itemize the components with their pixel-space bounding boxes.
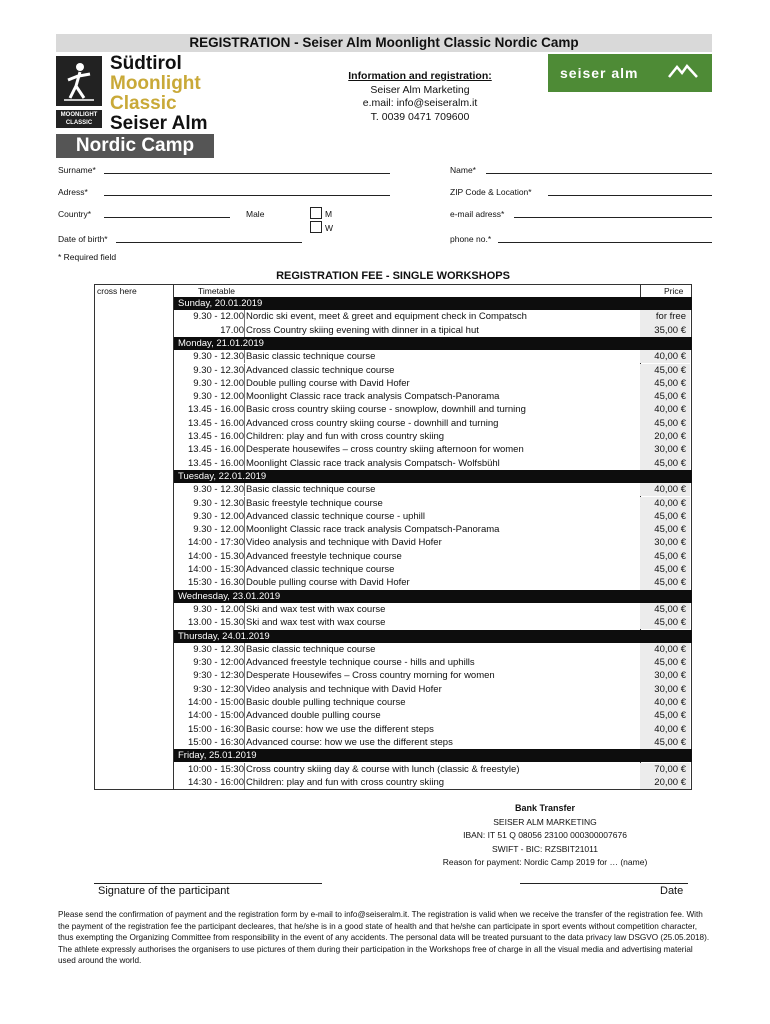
time-separator xyxy=(244,563,245,576)
workshop-description: Children: play and fun with cross country skiing xyxy=(246,776,445,788)
surname-field[interactable] xyxy=(104,173,390,174)
workshop-price: 40,00 € xyxy=(640,403,690,416)
workshop-time: 9.30 - 12.00 xyxy=(193,524,244,536)
time-separator xyxy=(244,310,245,323)
workshop-price: 30,00 € xyxy=(640,536,690,549)
workshop-description: Advanced classic technique course - uphill xyxy=(246,510,426,522)
workshop-time: 17.00 xyxy=(220,324,244,336)
adress-field[interactable] xyxy=(104,195,390,196)
workshop-row xyxy=(174,377,692,390)
workshop-price: 40,00 € xyxy=(640,497,690,510)
workshop-time: 13.45 - 16.00 xyxy=(188,404,244,416)
workshop-time: 9.30 - 12.00 xyxy=(193,377,244,389)
surname-label: Surname* xyxy=(58,165,96,175)
workshop-time: 9.30 - 12.30 xyxy=(193,643,244,655)
time-separator xyxy=(244,736,245,749)
workshop-row xyxy=(174,523,692,536)
country-field[interactable] xyxy=(104,217,230,218)
name-field[interactable] xyxy=(486,173,712,174)
bank-iban: IBAN: IT 51 Q 08056 23100 000300007676 xyxy=(463,830,627,840)
signature-label: Signature of the participant xyxy=(98,885,230,897)
zip-label: ZIP Code & Location* xyxy=(450,187,532,197)
day-header-row xyxy=(174,630,692,643)
cross-here-header: cross here xyxy=(97,286,137,296)
workshop-price: 45,00 € xyxy=(640,417,690,430)
workshop-time: 9.30 - 12.00 xyxy=(193,311,244,323)
workshop-price: 45,00 € xyxy=(640,364,690,377)
time-separator xyxy=(244,364,245,377)
gender-w-checkbox[interactable] xyxy=(310,221,322,233)
workshop-description: Basic classic technique course xyxy=(246,351,376,363)
workshop-price: for free xyxy=(640,310,690,323)
workshop-description: Desperate Housewifes – Cross country morning for women xyxy=(246,670,495,682)
workshop-row xyxy=(174,736,692,749)
workshop-time: 9.30 - 12.30 xyxy=(193,484,244,496)
time-separator xyxy=(244,390,245,403)
workshop-price: 30,00 € xyxy=(640,443,690,456)
workshop-price: 45,00 € xyxy=(640,377,690,390)
day-header-row xyxy=(174,749,692,762)
workshop-row xyxy=(174,603,692,616)
time-separator xyxy=(244,403,245,416)
workshop-description: Basic cross country skiing course - snowplow, downhill and turning xyxy=(246,404,526,416)
time-separator xyxy=(244,536,245,549)
skier-icon xyxy=(56,56,102,106)
workshop-price: 40,00 € xyxy=(640,723,690,736)
workshop-description: Basic classic technique course xyxy=(246,484,376,496)
dob-field[interactable] xyxy=(116,242,302,243)
gender-m-label: M xyxy=(325,209,333,219)
workshop-row xyxy=(174,709,692,722)
workshop-price: 45,00 € xyxy=(640,457,690,470)
price-header: Price xyxy=(664,286,684,296)
workshop-row xyxy=(174,430,692,443)
workshop-time: 13.45 - 16.00 xyxy=(188,431,244,442)
workshop-price: 45,00 € xyxy=(640,563,690,576)
workshop-row xyxy=(174,510,692,523)
day-label: Thursday, 24.01.2019 xyxy=(178,630,270,642)
workshop-price: 20,00 € xyxy=(640,430,690,443)
time-separator xyxy=(244,417,245,430)
day-label: Wednesday, 23.01.2019 xyxy=(178,590,281,602)
workshop-row xyxy=(174,656,692,669)
workshop-time: 9.30 - 12.30 xyxy=(193,364,244,376)
time-separator xyxy=(244,483,245,496)
workshop-row xyxy=(174,563,692,576)
day-label: Tuesday, 22.01.2019 xyxy=(178,470,267,482)
workshop-price: 40,00 € xyxy=(640,696,690,709)
workshop-description: Advanced double pulling course xyxy=(246,710,381,722)
workshop-row xyxy=(174,350,692,363)
time-separator xyxy=(244,763,245,776)
bank-reason: Reason for payment: Nordic Camp 2019 for … (name) xyxy=(442,857,648,867)
workshop-row xyxy=(174,403,692,416)
date-field[interactable] xyxy=(520,883,688,884)
workshop-time: 14:00 - 15:00 xyxy=(188,697,244,708)
workshop-row xyxy=(174,497,692,510)
time-separator xyxy=(244,350,245,363)
email-field[interactable] xyxy=(514,217,712,218)
workshop-time: 9.30 - 12.30 xyxy=(193,351,244,363)
workshop-time: 15:30 - 16.30 xyxy=(188,577,244,589)
workshop-time: 14:30 - 16:00 xyxy=(188,776,244,788)
day-label: Friday, 25.01.2019 xyxy=(178,750,257,762)
workshop-time: 9.30 - 12.00 xyxy=(193,510,244,522)
workshop-price: 30,00 € xyxy=(640,683,690,696)
time-separator xyxy=(244,377,245,390)
workshop-description: Moonlight Classic race track analysis Compatsch- Wolfsbühl xyxy=(246,457,500,469)
time-separator xyxy=(244,723,245,736)
workshop-description: Children: play and fun with cross country skiing xyxy=(246,431,445,442)
time-separator xyxy=(244,776,245,789)
time-separator xyxy=(244,709,245,722)
time-separator xyxy=(244,696,245,709)
logo-mini-line1: MOONLIGHT xyxy=(60,112,98,118)
moonlight-classic-logo xyxy=(56,54,216,158)
zip-field[interactable] xyxy=(548,195,712,196)
fee-title: REGISTRATION FEE - SINGLE WORKSHOPS xyxy=(276,270,510,282)
workshop-row xyxy=(174,723,692,736)
workshop-row xyxy=(174,776,692,789)
workshop-price: 30,00 € xyxy=(640,669,690,682)
workshop-time: 14:00 - 15.30 xyxy=(188,550,244,562)
footer-text: Please send the confirmation of payment and the registration form by e-mail to info@seiseralm.it. The registration is valid when we receive the transfer of the registration fee. With the payment of the registration fee the participant decleares, that he/she is in a good state of health and that he/she can participate in sport events without competition character, thus exempting the Organizing Committee from responsibility in the event of any accidents. The personal data will be treated pursuant to the data privacy law DSGVO (25.05.2018). The athlete expressly authorises the organisers to use pictures of them during their participation in the Workshops free of charge in all the visual media and advertising material used around the world. xyxy=(58,910,710,966)
country-label: Country* xyxy=(58,209,92,219)
workshop-price: 40,00 € xyxy=(640,350,690,363)
workshop-time: 15:00 - 16:30 xyxy=(188,736,244,748)
logo-mini-badge xyxy=(56,110,102,128)
info-phone: T. 0039 0471 709600 xyxy=(370,110,470,123)
gender-label: Male xyxy=(246,209,265,219)
day-label: Monday, 21.01.2019 xyxy=(178,337,264,349)
workshop-description: Moonlight Classic race track analysis Compatsch-Panorama xyxy=(246,524,500,536)
workshop-row xyxy=(174,443,692,456)
workshop-description: Video analysis and technique with David Hofer xyxy=(246,683,442,695)
timetable-header: Timetable xyxy=(198,286,236,296)
workshop-time: 9.30 - 12.00 xyxy=(193,603,244,615)
workshop-row xyxy=(174,576,692,589)
workshop-price: 45,00 € xyxy=(640,656,690,669)
workshop-price: 40,00 € xyxy=(640,483,690,496)
workshop-description: Basic double pulling technique course xyxy=(246,697,406,708)
workshop-time: 14:00 - 17:30 xyxy=(188,537,244,549)
bank-heading: Bank Transfer xyxy=(514,803,576,813)
workshop-description: Cross country skiing day & course with lunch (classic & freestyle) xyxy=(246,763,520,775)
workshop-price: 45,00 € xyxy=(640,576,690,589)
workshop-description: Nordic ski event, meet & greet and equipment check in Compatsch xyxy=(246,311,527,323)
time-separator xyxy=(244,643,245,656)
time-separator xyxy=(244,523,245,536)
workshop-price: 45,00 € xyxy=(640,550,690,563)
signature-field[interactable] xyxy=(94,883,322,884)
workshop-time: 9:30 - 12:30 xyxy=(193,670,244,682)
day-header-row xyxy=(174,337,692,350)
workshop-price: 45,00 € xyxy=(640,709,690,722)
workshop-description: Basic classic technique course xyxy=(246,643,376,655)
workshop-description: Advanced classic technique course xyxy=(246,364,395,376)
workshop-description: Basic course: how we use the different steps xyxy=(246,723,434,735)
workshop-row xyxy=(174,417,692,430)
gender-m-checkbox[interactable] xyxy=(310,207,322,219)
workshop-description: Cross Country skiing evening with dinner in a tipical hut xyxy=(246,324,479,336)
workshop-description: Moonlight Classic race track analysis Compatsch-Panorama xyxy=(246,391,500,403)
logo-text-classic: Classic xyxy=(110,93,177,114)
time-separator xyxy=(244,616,245,629)
workshop-price: 70,00 € xyxy=(640,763,690,776)
time-separator xyxy=(244,324,245,337)
workshop-time: 13.00 - 15.30 xyxy=(188,617,244,629)
logo-text-seiser-alm: Seiser Alm xyxy=(110,113,208,134)
time-separator xyxy=(244,669,245,682)
logo-text-sudtirol: Südtirol xyxy=(110,53,182,74)
time-separator xyxy=(244,430,245,443)
phone-label: phone no.* xyxy=(450,234,492,244)
workshop-price: 45,00 € xyxy=(640,523,690,536)
workshop-time: 9.30 - 12.00 xyxy=(193,391,244,403)
workshop-price: 45,00 € xyxy=(640,736,690,749)
workshop-row xyxy=(174,643,692,656)
time-separator xyxy=(244,603,245,616)
workshop-time: 14:00 - 15:00 xyxy=(188,710,244,722)
workshop-row xyxy=(174,324,692,337)
workshop-time: 9:30 - 12:30 xyxy=(193,683,244,695)
workshop-row xyxy=(174,683,692,696)
time-separator xyxy=(244,457,245,470)
workshop-row xyxy=(174,310,692,323)
workshop-price: 35,00 € xyxy=(640,324,690,337)
bank-name: SEISER ALM MARKETING xyxy=(493,816,597,827)
time-separator xyxy=(244,656,245,669)
seiser-alm-logo-text: seiser alm xyxy=(560,65,639,81)
workshop-time: 13.45 - 16.00 xyxy=(188,457,244,469)
name-label: Name* xyxy=(450,165,476,175)
adress-label: Adress* xyxy=(58,187,88,197)
required-note: * Required field xyxy=(58,252,117,262)
info-heading: Information and registration: xyxy=(348,70,492,82)
day-header-row xyxy=(174,590,692,603)
cross-column[interactable] xyxy=(94,284,174,790)
workshop-row xyxy=(174,390,692,403)
workshop-description: Advanced cross country skiing course - downhill and turning xyxy=(246,417,499,429)
info-block xyxy=(300,70,540,124)
time-separator xyxy=(244,497,245,510)
workshop-time: 15:00 - 16:30 xyxy=(188,723,244,735)
workshop-row xyxy=(174,616,692,629)
workshop-description: Advanced freestyle technique course - hills and uphills xyxy=(246,657,475,669)
time-separator xyxy=(244,683,245,696)
logo-mini-line2: CLASSIC xyxy=(65,120,93,126)
day-label: Sunday, 20.01.2019 xyxy=(178,298,263,309)
workshop-description: Double pulling course with David Hofer xyxy=(246,577,410,589)
workshop-description: Advanced course: how we use the different steps xyxy=(246,736,453,748)
workshop-description: Desperate housewifes – cross country skiing afternoon for women xyxy=(246,444,524,456)
bank-transfer xyxy=(380,802,710,870)
workshop-description: Advanced freestyle technique course xyxy=(246,550,402,562)
phone-field[interactable] xyxy=(498,242,712,243)
workshop-price: 45,00 € xyxy=(640,510,690,523)
workshop-row xyxy=(174,536,692,549)
email-label: e-mail adress* xyxy=(450,209,505,219)
day-header-row xyxy=(174,470,692,483)
workshop-price: 45,00 € xyxy=(640,603,690,616)
nordic-camp-banner: Nordic Camp xyxy=(56,134,214,158)
workshop-row xyxy=(174,483,692,496)
workshop-row xyxy=(174,550,692,563)
workshop-description: Ski and wax test with wax course xyxy=(246,603,386,615)
workshop-description: Video analysis and technique with David Hofer xyxy=(246,537,442,549)
workshop-row xyxy=(174,364,692,377)
workshop-description: Basic freestyle technique course xyxy=(246,497,383,509)
workshop-row xyxy=(174,669,692,682)
workshop-price: 45,00 € xyxy=(640,390,690,403)
workshop-row xyxy=(174,696,692,709)
mountain-icon xyxy=(668,64,698,78)
workshop-price: 20,00 € xyxy=(640,776,690,789)
seiser-alm-logo xyxy=(548,54,712,92)
bank-swift: SWIFT - BIC: RZSBIT21011 xyxy=(492,843,598,854)
date-label: Date xyxy=(660,885,684,897)
workshop-time: 9.30 - 12.30 xyxy=(193,497,244,509)
workshop-price: 45,00 € xyxy=(640,616,690,629)
time-separator xyxy=(244,550,245,563)
logo-text-moonlight: Moonlight xyxy=(110,73,201,94)
workshop-price: 40,00 € xyxy=(640,643,690,656)
info-org: Seiser Alm Marketing xyxy=(370,83,470,96)
workshop-description: Advanced classic technique course xyxy=(246,564,395,575)
workshop-time: 14:00 - 15:30 xyxy=(188,564,244,575)
time-separator xyxy=(244,576,245,589)
workshop-row xyxy=(174,457,692,470)
workshop-time: 10:00 - 15:30 xyxy=(188,763,244,775)
gender-w-label: W xyxy=(325,223,334,233)
workshop-row xyxy=(174,763,692,776)
page-title: REGISTRATION - Seiser Alm Moonlight Classic Nordic Camp xyxy=(56,34,712,52)
workshop-time: 13.45 - 16.00 xyxy=(188,444,244,456)
day-header-row xyxy=(174,297,692,310)
dob-label: Date of birth* xyxy=(58,234,108,244)
time-separator xyxy=(244,443,245,456)
workshop-time: 13.45 - 16.00 xyxy=(188,417,244,429)
workshop-description: Ski and wax test with wax course xyxy=(246,617,386,629)
time-separator xyxy=(244,510,245,523)
workshop-time: 9:30 - 12:00 xyxy=(193,657,244,669)
workshop-description: Double pulling course with David Hofer xyxy=(246,377,410,389)
info-email[interactable]: e.mail: info@seiseralm.it xyxy=(362,97,478,109)
